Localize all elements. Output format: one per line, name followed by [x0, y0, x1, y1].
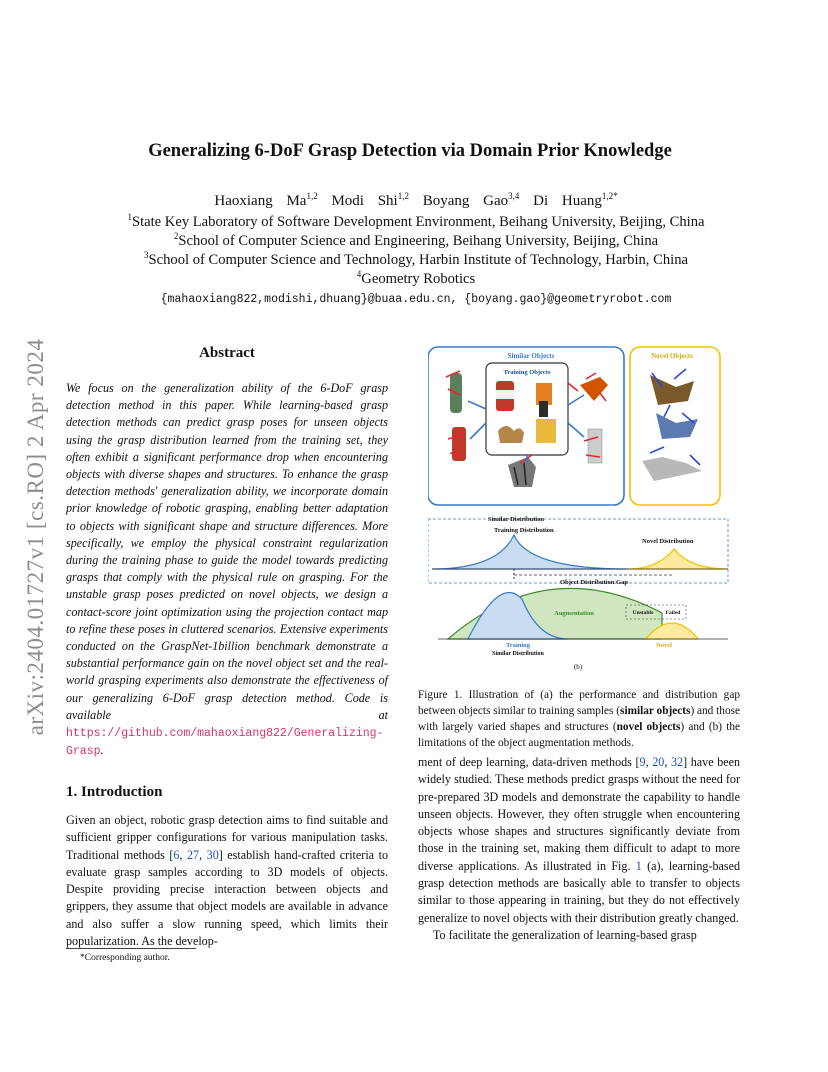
figure-1 [428, 343, 742, 673]
footnote: *Corresponding author. [80, 953, 170, 963]
label-similar-distribution: Similar Distribution [488, 516, 545, 523]
label-failed: Failed [665, 610, 681, 616]
label-similar-objects: Similar Objects [507, 352, 555, 360]
abstract-body: We focus on the generalization ability of the 6-DoF grasp detection method in this paper. While learning-based grasp detection methods can predict grasp poses for unseen objects using the grasp distribution learned from the training set, they often exhibit a significant performance drop when encountering objects with diverse shapes and structures. To enhance the grasp detection methods' generalization ability, we incorporate domain prior knowledge of robotic grasping, enabling better adaptation to objects with significant shape and structure differences. More specifically, we employ the physical constraint regularization during the training phase to guide the model towards predicting grasps that comply with the physical rule on grasping. For the unstable grasp poses predicted on novel objects, we design a contact-score joint optimization using the projection contact map to refine these poses in cluttered scenarios. Extensive experiments conducted on the GraspNet-1billion benchmark demonstrate a substantial performance gain on the novel object set and the real-world grasping experiments also demonstrate the effectiveness of our generalizing 6-DoF grasp detection method. Code is available at https://github.com/mahaoxiang822/Generalizing-Grasp. [66, 381, 388, 759]
author-emails: {mahaoxiang822,modishi,dhuang}@buaa.edu.cn, {boyang.gao}@geometryrobot.com [160, 293, 672, 306]
paper-title: Generalizing 6-DoF Grasp Detection via Domain Prior Knowledge [148, 141, 672, 161]
author: Modi Shi$^{1,2}$ [331, 191, 409, 209]
introduction-paragraph: Given an object, robotic grasp detection aims to find suitable and sufficient gripper configurations for various manipulation tasks. Traditional methods [6, 27, 30] establish hand-crafted criteria to evaluate grasp samples according to 3D models of objects. Despite providing precise interaction between objects and grippers, they assume that object models are available in advance and also suffer a slow running speed, which limits their popularization. As the develop- [66, 813, 388, 949]
figure-caption: Figure 1. Illustration of (a) the performance and distribution gap between objects similar to training samples (similar objects) and those with largely varied shapes and structures (novel objects) and (b) the limitations of the object augmentation methods. [418, 689, 741, 749]
figure-reference-link[interactable]: 1 [635, 858, 642, 873]
affiliation: $^3$School of Computer Science and Technology, Harbin Institute of Technology, Harbin, China [144, 250, 688, 268]
label-unstable: Unstable [632, 610, 654, 616]
distribution-frame [428, 519, 728, 583]
affiliation: $^2$School of Computer Science and Engineering, Beihang University, Beijing, China [173, 231, 659, 249]
label-training-distribution: Training Distribution [494, 527, 554, 534]
citation-link[interactable]: 32 [671, 755, 684, 769]
label-similar-distribution-b: Similar Distribution [492, 651, 544, 657]
arxiv-sidebar: arXiv:2404.01727v1 [cs.RO] 2 Apr 2024 [23, 338, 48, 736]
label-panel-b: (b) [573, 663, 583, 671]
citation-link[interactable]: 6 [173, 847, 180, 862]
footnote-rule [66, 948, 196, 949]
abstract-heading: Abstract [199, 345, 255, 361]
affiliation: $^4$Geometry Robotics [356, 269, 476, 287]
author: Di Huang$^{1,2*}$ [533, 191, 618, 209]
paragraph: ment of deep learning, data-driven methods [9, 20, 32] have been widely studied. These methods predict grasps without the need for pre-prepared 3D models and demonstrate the capability to handle unseen objects. However, they often struggle when encountering objects whose shapes and structures significantly deviate from those in the training set, making them difficult to adapt to more diverse applications. As illustrated in Fig. 1 (a), learning-based grasp detection methods are basically able to transfer to objects similar to those appearing in training, but they do not effectively generalize to novel objects with their distribution greatly changed. [418, 755, 741, 925]
label-novel-objects: Novel Objects [651, 352, 693, 360]
affiliation: $^1$State Key Laboratory of Software Development Environment, Beihang University, Beijing, China [127, 212, 705, 230]
paragraph: To facilitate the generalization of learning-based grasp [433, 927, 697, 942]
label-training: Training [505, 642, 531, 649]
label-augmentation: Augmentation [554, 610, 594, 617]
label-object-distribution-gap: Object Distribution Gap [560, 579, 628, 586]
right-column-text [418, 754, 740, 944]
author-list [60, 193, 772, 210]
author: Boyang Gao$^{3,4}$ [422, 191, 520, 209]
label-novel: Novel [656, 642, 672, 649]
label-novel-distribution: Novel Distribution [642, 538, 694, 545]
section-heading-introduction: 1. Introduction [66, 784, 163, 800]
citation-link[interactable]: 27 [187, 847, 200, 862]
similar-distribution-curve [432, 535, 628, 569]
object-illustrations [446, 369, 702, 487]
code-link[interactable]: https://github.com/mahaoxiang822/Generalizing-Grasp [66, 727, 384, 759]
citation-link[interactable]: 30 [206, 847, 219, 862]
label-training-objects: Training Objects [503, 369, 551, 376]
citation-link[interactable]: 20 [652, 755, 665, 769]
author: Haoxiang Ma$^{1,2}$ [214, 191, 318, 209]
citation-link[interactable]: 9 [639, 755, 646, 769]
novel-distribution-curve [628, 549, 728, 569]
